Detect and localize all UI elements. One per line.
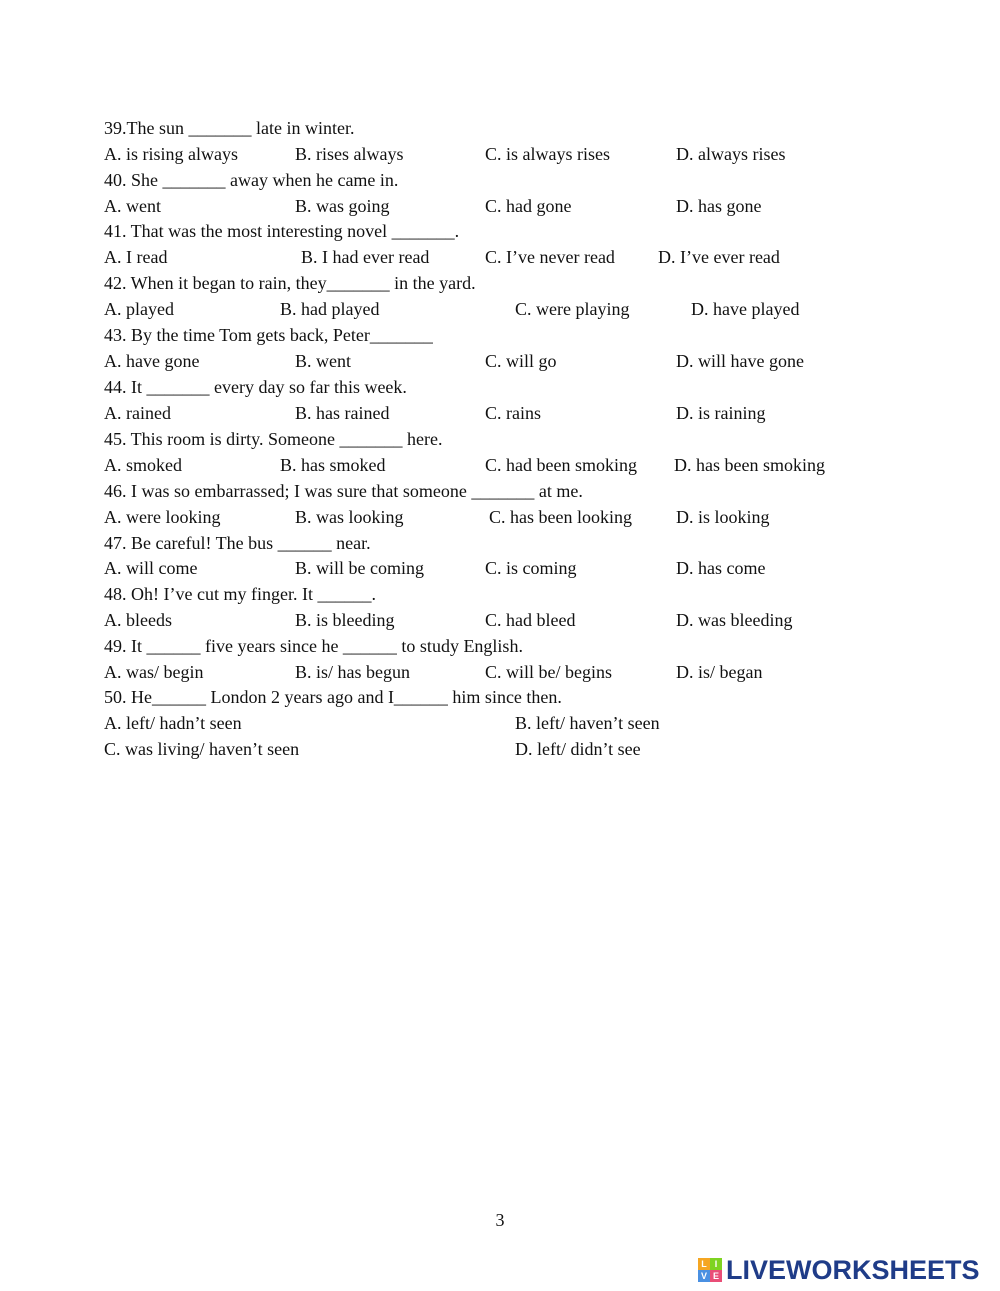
question-45-stem: 45. This room is dirty. Someone _______ here. <box>104 429 443 449</box>
question-41-option-b: B. I had ever read <box>301 247 430 267</box>
question-39-option-a: A. is rising always <box>104 144 238 164</box>
question-48-option-d: D. was bleeding <box>676 610 793 630</box>
brand-name: LIVEWORKSHEETS <box>726 1254 980 1285</box>
question-48-option-a: A. bleeds <box>104 610 172 630</box>
question-43-option-c: C. will go <box>485 351 557 371</box>
liveworksheets-logo-icon <box>698 1258 722 1282</box>
question-45-option-d: D. has been smoking <box>674 455 825 475</box>
question-46-option-c: C. has been looking <box>489 507 632 527</box>
question-50-option-c: C. was living/ haven’t seen <box>104 739 300 759</box>
question-44-option-c: C. rains <box>485 403 541 423</box>
question-42-option-b: B. had played <box>280 299 380 319</box>
question-42-option-a: A. played <box>104 299 174 319</box>
question-46-stem: 46. I was so embarrassed; I was sure that someone _______ at me. <box>104 481 583 501</box>
question-42-option-d: D. have played <box>691 299 800 319</box>
question-43-stem: 43. By the time Tom gets back, Peter_______ <box>104 325 433 345</box>
question-47-option-d: D. has come <box>676 558 766 578</box>
question-50-option-a: A. left/ hadn’t seen <box>104 713 242 733</box>
question-47-option-a: A. will come <box>104 558 198 578</box>
question-39-stem: 39.The sun _______ late in winter. <box>104 118 355 138</box>
logo-tile-v: V <box>698 1270 710 1282</box>
logo-tile-l: L <box>698 1258 710 1270</box>
question-47-option-c: C. is coming <box>485 558 577 578</box>
question-48-stem: 48. Oh! I’ve cut my finger. It ______. <box>104 584 376 604</box>
question-44-option-d: D. is raining <box>676 403 766 423</box>
question-48-option-c: C. had bleed <box>485 610 576 630</box>
question-49-option-d: D. is/ began <box>676 662 763 682</box>
liveworksheets-brand <box>698 1255 980 1285</box>
logo-tile-e: E <box>710 1270 722 1282</box>
question-42-stem: 42. When it began to rain, they_______ in the yard. <box>104 273 476 293</box>
question-39-option-d: D. always rises <box>676 144 786 164</box>
question-47-stem: 47. Be careful! The bus ______ near. <box>104 533 371 553</box>
question-49-stem: 49. It ______ five years since he ______ to study English. <box>104 636 523 656</box>
question-50-option-d: D. left/ didn’t see <box>515 739 641 759</box>
question-39-option-c: C. is always rises <box>485 144 610 164</box>
question-45-option-c: C. had been smoking <box>485 455 637 475</box>
question-44-stem: 44. It _______ every day so far this week. <box>104 377 407 397</box>
question-49-option-b: B. is/ has begun <box>295 662 410 682</box>
question-40-option-d: D. has gone <box>676 196 762 216</box>
question-41-stem: 41. That was the most interesting novel _______. <box>104 221 460 241</box>
question-47-option-b: B. will be coming <box>295 558 424 578</box>
question-50-option-b: B. left/ haven’t seen <box>515 713 660 733</box>
question-41-option-a: A. I read <box>104 247 168 267</box>
question-40-stem: 40. She _______ away when he came in. <box>104 170 399 190</box>
question-49-option-a: A. was/ begin <box>104 662 204 682</box>
question-46-option-b: B. was looking <box>295 507 404 527</box>
question-44-option-a: A. rained <box>104 403 171 423</box>
question-40-option-b: B. was going <box>295 196 390 216</box>
question-50-stem: 50. He______ London 2 years ago and I______ him since then. <box>104 687 562 707</box>
question-46-option-d: D. is looking <box>676 507 770 527</box>
question-45-option-a: A. smoked <box>104 455 182 475</box>
question-49-option-c: C. will be/ begins <box>485 662 612 682</box>
question-43-option-d: D. will have gone <box>676 351 804 371</box>
question-41-option-d: D. I’ve ever read <box>658 247 780 267</box>
question-48-option-b: B. is bleeding <box>295 610 395 630</box>
question-43-option-a: A. have gone <box>104 351 200 371</box>
question-41-option-c: C. I’ve never read <box>485 247 615 267</box>
question-40-option-c: C. had gone <box>485 196 572 216</box>
question-39-option-b: B. rises always <box>295 144 404 164</box>
logo-tile-i: I <box>710 1258 722 1270</box>
page-number: 3 <box>495 1210 505 1230</box>
question-45-option-b: B. has smoked <box>280 455 386 475</box>
question-43-option-b: B. went <box>295 351 351 371</box>
question-42-option-c: C. were playing <box>515 299 630 319</box>
question-44-option-b: B. has rained <box>295 403 390 423</box>
question-40-option-a: A. went <box>104 196 161 216</box>
question-46-option-a: A. were looking <box>104 507 221 527</box>
